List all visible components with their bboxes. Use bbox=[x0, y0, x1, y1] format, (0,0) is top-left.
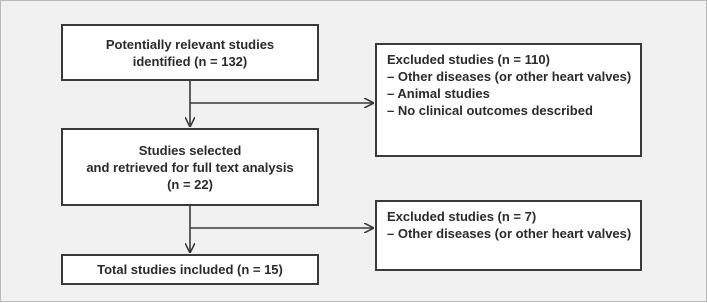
step-identified-line-1: Potentially relevant studies bbox=[105, 36, 275, 52]
exclusion-box-1 bbox=[375, 43, 642, 157]
step-identified-box bbox=[61, 24, 319, 81]
exclusion-1-item-2: – Animal studies bbox=[387, 86, 490, 101]
exclusion-2-title: Excluded studies (n = 7) bbox=[387, 209, 537, 224]
exclusion-1-item-1: – Other diseases (or other heart valves) bbox=[387, 69, 632, 84]
exclusion-2-item-1: – Other diseases (or other heart valves) bbox=[387, 226, 632, 241]
step-selected-line-3: (n = 22) bbox=[167, 176, 213, 192]
step-selected-line-2: and retrieved for full text analysis bbox=[86, 159, 294, 175]
exclusion-1-title: Excluded studies (n = 110) bbox=[387, 52, 550, 67]
exclusion-box-2 bbox=[375, 200, 642, 271]
step-included-line-1: Total studies included (n = 15) bbox=[97, 262, 283, 277]
step-selected-line-1: Studies selected bbox=[138, 142, 242, 158]
step-included-box bbox=[61, 254, 319, 285]
exclusion-1-item-3: – No clinical outcomes described bbox=[387, 103, 593, 118]
step-selected-box bbox=[61, 128, 319, 206]
step-identified-line-2: identified (n = 132) bbox=[132, 53, 248, 69]
